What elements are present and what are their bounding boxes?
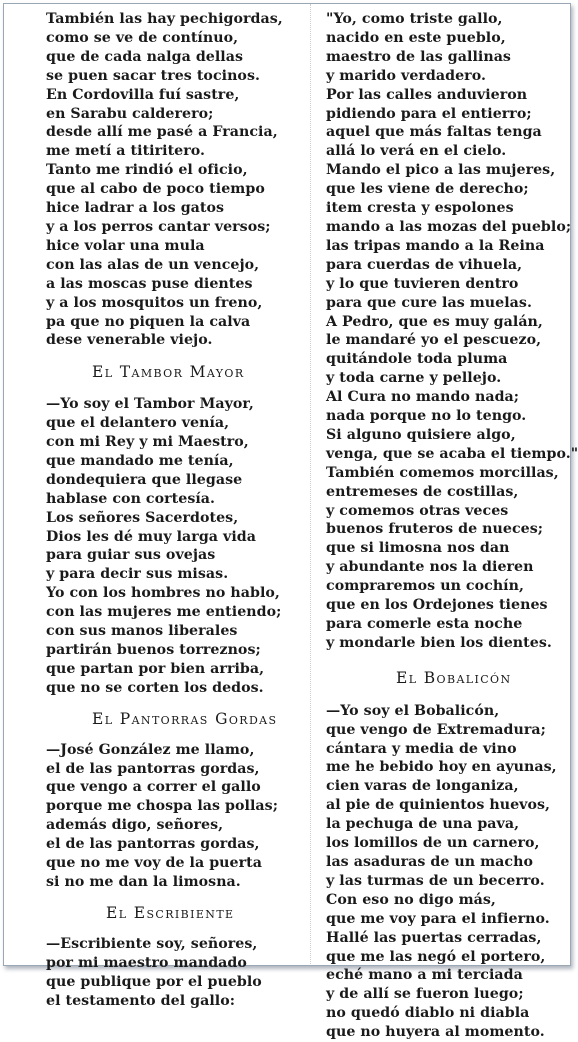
verse-line: dondequiera que llegase <box>46 471 243 488</box>
verse-line: que no me voy de la puerta <box>46 855 262 872</box>
verse-line: con mi Rey y mi Maestro, <box>46 434 249 451</box>
verse-line: con las alas de un vencejo, <box>46 256 260 273</box>
section-title-bobalicon: El Bobalicón <box>396 668 512 687</box>
verse-block <box>46 395 304 698</box>
verse-line: como se ve de contínuo, <box>46 29 239 46</box>
verse-line: me he bebido hoy en ayunas, <box>326 759 557 776</box>
verse-line: y marido verdadero. <box>326 67 486 84</box>
verse-line: que vengo de Extremadura; <box>326 721 546 738</box>
verse-line: Los señores Sacerdotes, <box>46 509 239 526</box>
verse-line: y lo que tuvieren dentro <box>326 275 519 292</box>
verse-block <box>46 10 304 350</box>
verse-line: que si limosna nos dan <box>326 540 510 557</box>
verse-line: Por las calles anduvieron <box>326 86 528 103</box>
verse-line: por mi maestro mandado <box>46 954 247 971</box>
verse-line: Yo con los hombres no hablo, <box>46 585 280 602</box>
verse-line: y de allí se fueron luego; <box>326 986 524 1003</box>
verse-line: pa que no piquen la calva <box>46 313 251 330</box>
verse-block <box>326 702 572 1042</box>
verse-line: allá lo verá en el cielo. <box>326 143 507 160</box>
verse-line: Mando el pico a las mujeres, <box>326 162 556 179</box>
verse-line: hablase con cortesía. <box>46 490 216 507</box>
verse-line: que mandado me tenía, <box>46 452 234 469</box>
verse-line: además digo, señores, <box>46 817 224 834</box>
verse-line: buenos fruteros de nueces; <box>326 521 544 538</box>
verse-line: y toda carne y pellejo. <box>326 370 502 387</box>
verse-line: las asaduras de un macho <box>326 853 533 870</box>
verse-line: y a los mosquitos un freno, <box>46 294 263 311</box>
verse-line: hice volar una mula <box>46 237 205 254</box>
verse-line: —José González me llamo, <box>46 741 255 758</box>
verse-line: "Yo, como triste gallo, <box>326 11 503 27</box>
verse-line: —Yo soy el Bobalicón, <box>326 702 500 719</box>
verse-line: y mondarle bien los dientes. <box>326 634 552 651</box>
left-column <box>46 10 304 1010</box>
verse-line: mando a las mozas del pueblo; <box>326 218 572 235</box>
verse-line: el de las pantorras gordas, <box>46 836 260 853</box>
verse-line: que les viene de derecho; <box>326 181 529 198</box>
verse-line: y las turmas de un becerro. <box>326 872 545 889</box>
verse-line: Si alguno quisiere algo, <box>326 426 516 443</box>
verse-line: cien varas de longaniza, <box>326 778 519 795</box>
verse-line: a las moscas puse dientes <box>46 275 253 292</box>
right-column <box>326 10 578 1042</box>
verse-line: nada porque no lo tengo. <box>326 408 527 425</box>
verse-line: me metí a titiritero. <box>46 143 206 160</box>
verse-line: con las mujeres me entiendo; <box>46 604 282 621</box>
verse-line: para comerle esta noche <box>326 616 523 632</box>
verse-line: y abundante nos la dieren <box>326 559 534 576</box>
verse-line: para cuerdas de vihuela, <box>326 256 523 273</box>
verse-line: con sus manos liberales <box>46 623 238 640</box>
verse-line: los lomillos de un carnero, <box>326 835 540 852</box>
verse-line: —Escribiente soy, señores, <box>46 935 258 952</box>
verse-line: Al Cura no mando nada; <box>326 389 520 406</box>
verse-line: partirán buenos torreznos; <box>46 642 261 658</box>
verse-line: También las hay pechigordas, <box>46 11 283 27</box>
verse-line: que no se corten los dedos. <box>46 679 264 696</box>
verse-line: desde allí me pasé a Francia, <box>46 124 278 141</box>
verse-line: aquel que más faltas tenga <box>326 124 542 141</box>
verse-line: pidiendo para el entierro; <box>326 105 532 122</box>
verse-line: que me las negó el portero, <box>326 948 546 965</box>
verse-line: el testamento del gallo: <box>46 992 236 1009</box>
verse-line: la pechuga de una pava, <box>326 816 520 833</box>
verse-line: dese venerable viejo. <box>46 332 213 349</box>
verse-block <box>326 10 578 653</box>
verse-line: Con eso no digo más, <box>326 891 496 908</box>
verse-line: que me voy para el infierno. <box>326 910 550 927</box>
verse-line: que en los Ordejones tienes <box>326 597 548 614</box>
verse-line: maestro de las gallinas <box>326 48 511 65</box>
verse-line: no quedó diablo ni diabla <box>326 1005 530 1022</box>
verse-line: que vengo a correr el gallo <box>46 779 261 796</box>
verse-line: las tripas mando a la Reina <box>326 237 545 254</box>
verse-line: para que cure las muelas. <box>326 294 532 311</box>
verse-line: y a los perros cantar versos; <box>46 218 271 235</box>
verse-line: —Yo soy el Tambor Mayor, <box>46 396 254 413</box>
verse-line: hice ladrar a los gatos <box>46 200 225 217</box>
section-title-escribiente: El Escribiente <box>106 903 235 922</box>
verse-line: quitándole toda pluma <box>326 351 508 368</box>
verse-line: que publique por el pueblo <box>46 973 262 990</box>
verse-line: que partan por bien arriba, <box>46 660 265 677</box>
verse-line: Dios les dé muy larga vida <box>46 528 256 545</box>
verse-line: compraremos un cochín, <box>326 578 524 595</box>
verse-line: eché mano a mi terciada <box>326 967 523 984</box>
verse-line: que el delantero venía, <box>46 415 230 432</box>
section-title-tambor-mayor: El Tambor Mayor <box>92 363 245 382</box>
verse-line: venga, que se acaba el tiempo." <box>326 445 578 462</box>
verse-line: en Sarabu calderero; <box>46 105 214 122</box>
verse-line: se puen sacar tres tocinos. <box>46 67 260 84</box>
verse-line: le mandaré yo el pescuezo, <box>326 332 542 349</box>
section-title-pantorras-gordas: El Pantorras Gordas <box>92 709 278 728</box>
verse-line: si no me dan la limosna. <box>46 873 241 890</box>
verse-line: que al cabo de poco tiempo <box>46 181 265 198</box>
scanned-page <box>3 3 578 1041</box>
verse-line: y para decir sus misas. <box>46 566 229 583</box>
verse-line: item cresta y espolones <box>326 200 514 217</box>
verse-line: Hallé las puertas cerradas, <box>326 929 542 946</box>
column-divider <box>310 4 311 964</box>
verse-line: Tanto me rindió el oficio, <box>46 162 248 179</box>
verse-line: el de las pantorras gordas, <box>46 760 260 777</box>
verse-line: cántara y media de vino <box>326 740 517 757</box>
verse-line: y comemos otras veces <box>326 502 509 519</box>
verse-line: que no huyera al momento. <box>326 1024 545 1041</box>
verse-line: que de cada nalga dellas <box>46 48 244 65</box>
verse-block <box>46 741 304 892</box>
verse-line: También comemos morcillas, <box>326 464 559 481</box>
verse-line: al pie de quinientos huevos, <box>326 797 550 814</box>
verse-line: A Pedro, que es muy galán, <box>326 313 543 330</box>
verse-line: para guiar sus ovejas <box>46 547 216 564</box>
verse-line: En Cordovilla fuí sastre, <box>46 86 240 103</box>
verse-line: nacido en este pueblo, <box>326 29 506 46</box>
verse-line: porque me chospa las pollas; <box>46 798 278 815</box>
verse-line: entremeses de costillas, <box>326 483 519 500</box>
